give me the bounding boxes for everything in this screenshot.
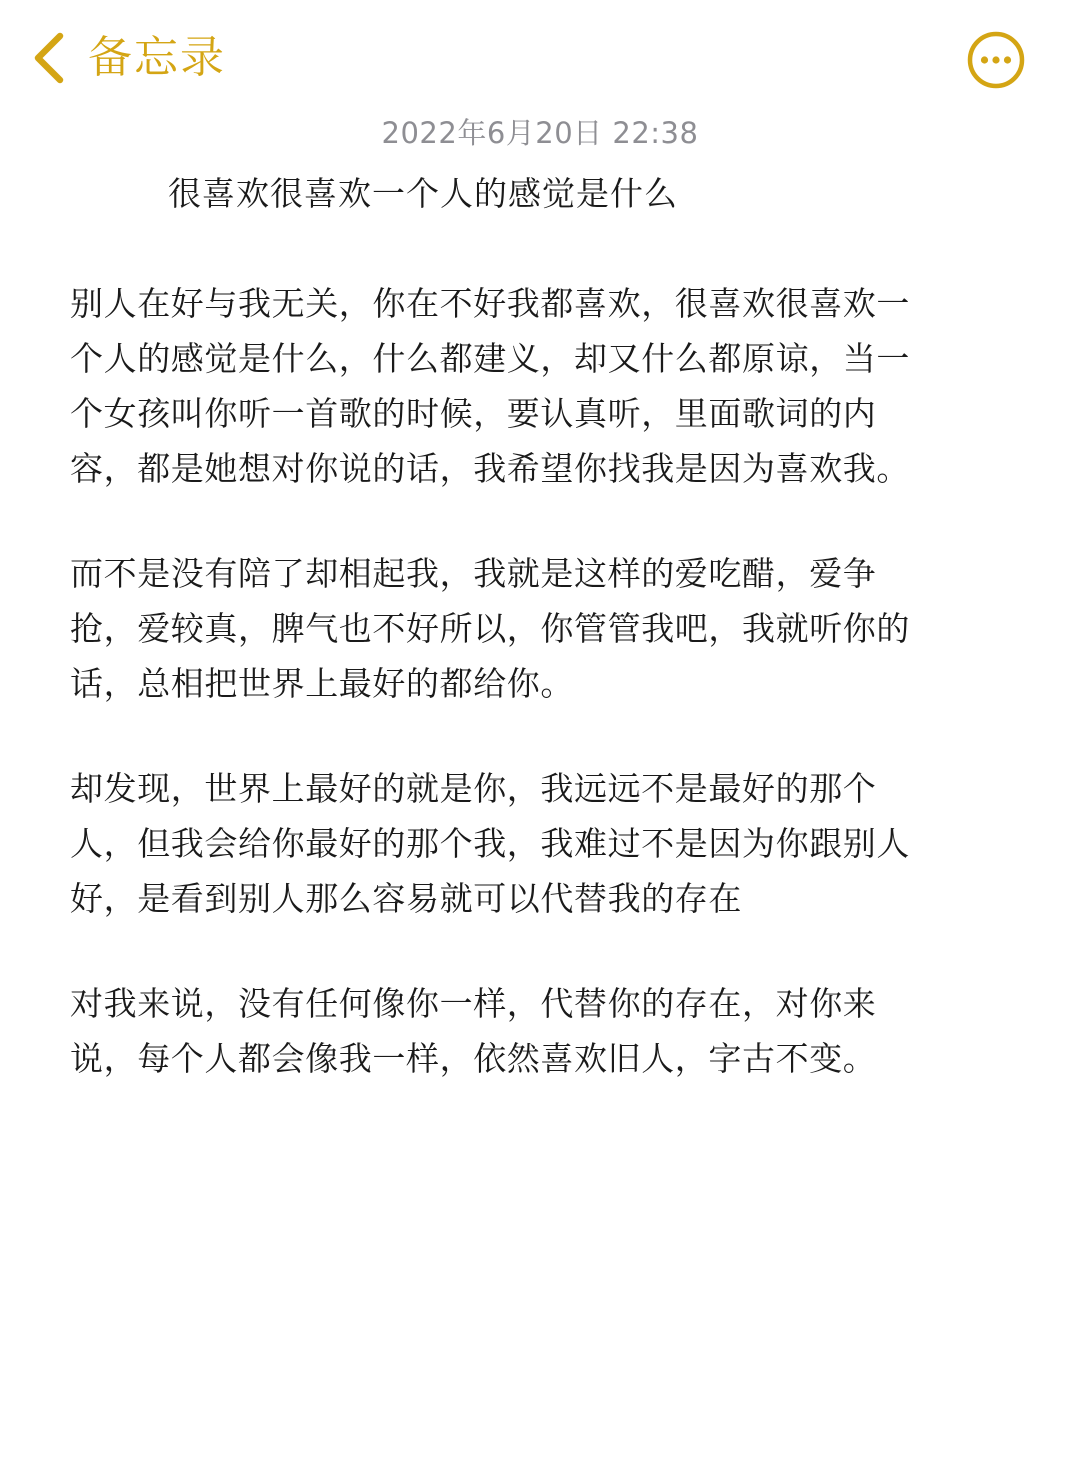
note-line: 好，是看到别人那么容易就可以代替我的存在: [70, 879, 742, 918]
note-paragraph: [70, 546, 1010, 711]
note-line: 别人在好与我无关，你在不好我都喜欢，很喜欢很喜欢一: [70, 284, 910, 323]
note-line: 容，都是她想对你说的话，我希望你找我是因为喜欢我。: [70, 449, 910, 488]
note-paragraph: [70, 761, 1010, 926]
ellipsis-circle-icon: [966, 30, 1026, 90]
note-date: 2022年6月20日 22:38: [381, 116, 699, 150]
chevron-left-icon: [30, 30, 66, 86]
note-line: 个女孩叫你听一首歌的时候，要认真听，里面歌词的内: [70, 394, 877, 433]
note-line: 人，但我会给你最好的那个我，我难过不是因为你跟别人: [70, 824, 910, 863]
back-button[interactable]: [30, 26, 226, 90]
more-options-button[interactable]: [966, 30, 1026, 90]
navigation-bar: [0, 0, 1080, 116]
note-paragraph: [70, 276, 1010, 496]
note-line: 抢，爱较真，脾气也不好所以，你管管我吧，我就听你的: [70, 609, 910, 648]
note-line: 却发现，世界上最好的就是你，我远远不是最好的那个: [70, 769, 877, 808]
back-label: 备忘录: [88, 32, 226, 83]
note-line: 个人的感觉是什么，什么都建义，却又什么都原谅，当一: [70, 339, 910, 378]
note-line: 而不是没有陪了却相起我，我就是这样的爱吃醋，爱争: [70, 554, 877, 593]
note-line: 话，总相把世界上最好的都给你。: [70, 664, 574, 703]
note-line: 对我来说，没有任何像你一样，代替你的存在，对你来: [70, 984, 877, 1023]
note-title[interactable]: 很喜欢很喜欢一个人的感觉是什么: [168, 174, 678, 213]
note-body[interactable]: [70, 276, 1010, 1136]
note-line: 说，每个人都会像我一样，依然喜欢旧人，字古不变。: [70, 1039, 877, 1078]
note-paragraph: [70, 976, 1010, 1086]
